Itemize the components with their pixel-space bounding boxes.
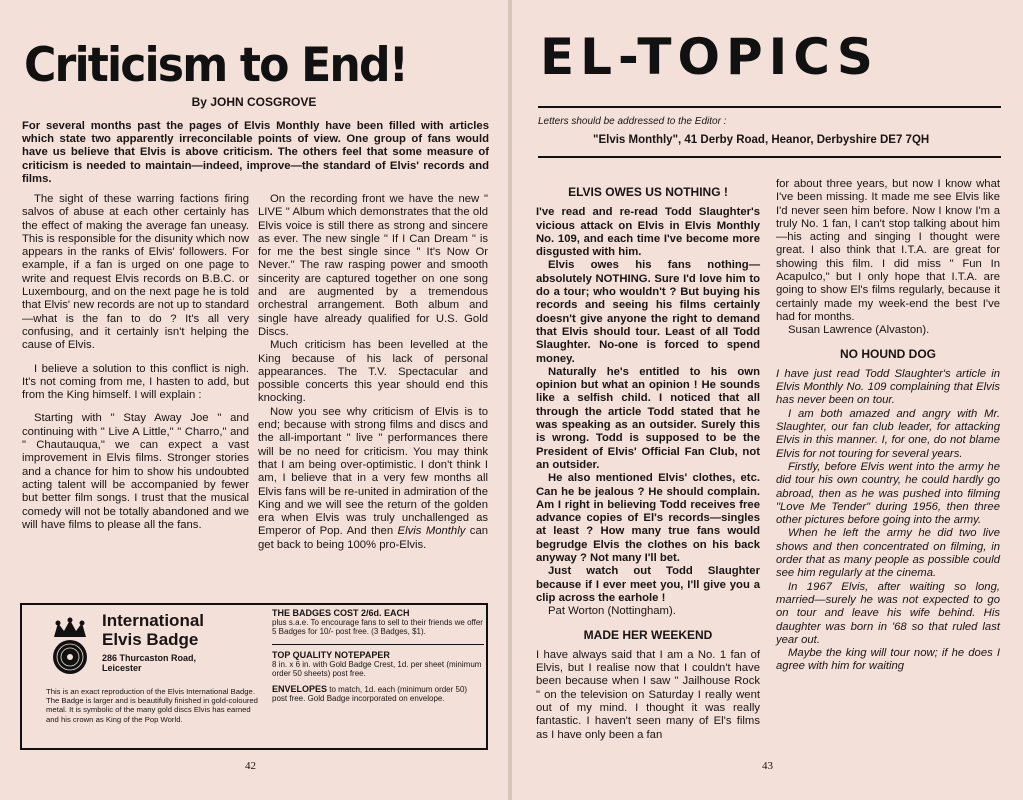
letter-signature: Pat Worton (Nottingham).	[548, 605, 676, 618]
left-page	[0, 0, 508, 800]
letter-paragraph: Just watch out Todd Slaughter because if I ever meet you, I'll give you a clip across the earhole !	[536, 565, 760, 604]
letters-column-1	[536, 186, 760, 742]
ad-address: 286 Thurcaston Road, Leicester	[102, 653, 197, 673]
ad-notepaper-offer: TOP QUALITY NOTEPAPER 8 in. x 6 in. with Gold Badge Crest, 1d. per sheet (minimum order 50 sheets) post free.	[272, 649, 482, 679]
letter-heading: ELVIS OWES US NOTHING !	[568, 185, 728, 199]
letter-paragraph: Maybe the king will tour now; if he does I agree with him for waiting	[776, 647, 1000, 673]
article-column-1	[22, 193, 249, 542]
article-paragraph: Starting with " Stay Away Joe " and continuing with " Live A Little," " Charro," and " Chautauqua," we can expect a vast improvement in Elvis films. Stronger stories and a chance for him to show his undoubted acting talent will be accompanied by fewer but better film songs. I trust that the musical comedy will not be totally abandoned and we will have films to please all the fans.	[22, 412, 249, 531]
letter-heading: NO HOUND DOG	[840, 346, 936, 361]
article-paragraph: The sight of these warring factions firing salvos of abuse at each other certainly has the effect of making the average fan uneasy. This is responsible for the disunity which now appears in the ranks of Elvis' followers. For example, if a fan is urged on one page to write and request Elvis records on B.B.C. or Luxembourg, and on the next page he is told that Elvis' new records are not up to standard—what is the fan to do ? It's all very confusing, and it certainly isn't helping the cause of Elvis.	[22, 193, 249, 352]
letter-paragraph: Naturally he's entitled to his own opinion but what an opinion ! He sounds like a selfish child. I noticed that all through the article Todd stated that he was speaking as an outsider. Surely this is wrong. Todd is supposed to be the President of Elvis' Official Fan Club, not an outsider.	[536, 365, 760, 471]
crown-record-icon	[48, 617, 92, 677]
letter-heading: MADE HER WEEKEND	[583, 627, 713, 642]
ad-badges-offer: THE BADGES COST 2/6d. EACH plus s.a.e. To encourage fans to sell to their friends we offer 5 Badges for 10/- post free. (3 Badges, $1).	[272, 608, 483, 637]
page-headline: EL-TOPICS	[540, 28, 879, 86]
letter-paragraph: I am both amazed and angry with Mr. Slaughter, our fan club leader, for attacking Elvis in this manner. I, for one, do not blame Elvis for not touring for several years.	[776, 407, 1000, 460]
ad-divider	[272, 644, 484, 645]
letter-body	[536, 206, 760, 605]
header-rule	[538, 156, 1001, 158]
letters-note: Letters should be addressed to the Editor :	[538, 116, 727, 127]
ad-envelopes-offer: ENVELOPES to match, 1d. each (minimum order 50) post free. Gold Badge incorporated on envelope.	[272, 684, 468, 704]
article-intro: For several months past the pages of Elvis Monthly have been filled with articles which state two apparently irreconcilable points of view. One group of fans would have us believe that Elvis is above criticism. The others feel that some measure of criticism is needed to maintain—indeed, improve—the standard of Elvis' records and films.	[22, 120, 489, 185]
header-rule	[538, 106, 1001, 108]
article-text: can get back to being 100% pro-Elvis.	[258, 525, 489, 551]
badge-advertisement	[20, 603, 488, 750]
letter-body	[776, 368, 1000, 674]
letter-paragraph: Elvis owes his fans nothing—absolutely NOTHING. Sure I'd love him to do a tour; who wouldn't ? But buying his records and seeing his films certainly doesn't give anyone the right to demand that Elvis should tour. Least of all Todd Slaughter. No-one is forced to spend money.	[536, 259, 760, 365]
right-page	[512, 0, 1023, 800]
letter-paragraph: Firstly, before Elvis went into the army he did tour his own country, he could hardly go abroad, then as he was pushed into filming "Love Me Tender" during 1956, then three other pictures before going into the army.	[776, 460, 1000, 527]
letter-signature: Susan Lawrence (Alvaston).	[788, 324, 930, 337]
ad-price-list	[272, 609, 484, 711]
article-paragraph: On the recording front we have the new " LIVE " Album which demonstrates that the old Elvis voice is still there as strong and sincere as ever. The new single " If I Can Dream " is for me the best single since " It's Now Or Never." The raw rasping power and smooth sincerity are captured together on one song and are augmented by a tremendous orchestral arrangement. Both album and single have already qualified for U.S. Gold Discs.	[258, 193, 488, 338]
ad-description: This is an exact reproduction of the Elvis International Badge. The Badge is larger and is beautifully finished in gold-coloured metal. It is symbolic of the many gold discs Elvis has earned and his crown as King of the Pop World.	[46, 687, 258, 724]
article-paragraph: I believe a solution to this conflict is nigh. It's not coming from me, I hasten to add, but from the King himself. I will explain :	[22, 362, 249, 402]
letter-paragraph: for about three years, but now I know what I've been missing. It made me see Elvis like I'd never seen him before. Now I know I'm a truly No. 1 fan, I can't stop talking about him—his acting and singing I thought were great. I also think that I.T.A. are great for showing this film. I did miss " Fun In Acapulco," but I only hope that I.T.A. are going to show El's films regularly, because it certainly made my week-end the best I've had for months.	[776, 178, 1000, 323]
editor-address: "Elvis Monthly", 41 Derby Road, Heanor, Derbyshire DE7 7QH	[593, 134, 930, 146]
article-column-2	[258, 193, 488, 552]
article-text: Now you see why criticism of Elvis is to end; because with strong films and discs and the all-important " live " performances there will be no need for criticism. You may think that I am being over-optimistic. I don't think I am, I believe that in a very few months all Elvis fans will be re-united in admiration of the King and we will see the return of the golden era when Elvis was truly unchallenged as Emperor of Pop. And then	[258, 405, 488, 538]
page-number: 42	[245, 760, 256, 772]
letter-paragraph: He also mentioned Elvis' clothes, etc. Can he be jealous ? He should complain. Am I right in believing Todd receives free advance copies of El's records—singles at least ? How many true fans would begrudge Elvis the clothes on his back anyway ? Not many I'll bet.	[536, 472, 760, 565]
letters-column-2	[776, 178, 1000, 674]
article-paragraph: Much criticism has been levelled at the King because of his lack of personal appearances. The T.V. Spectacular and possible concerts this year should end this knocking.	[258, 339, 488, 405]
ad-title: International Elvis Badge	[102, 611, 205, 649]
letter-paragraph: I have just read Todd Slaughter's article in Elvis Monthly No. 109 complaining that Elvis has never been on tour.	[776, 367, 1000, 407]
letter-paragraph: I have always said that I am a No. 1 fan of Elvis, but I realise now that I couldn't have been because when I saw " Jailhouse Rock " on the television on Saturday I really went out of my mind. I thought it was really fantastic. I haven't seen many of El's films as I have only been a fan	[536, 648, 760, 741]
byline: By JOHN COSGROVE	[191, 95, 317, 109]
page-headline: Criticism to End!	[24, 38, 407, 93]
magazine-name: Elvis Monthly	[397, 525, 466, 538]
letter-paragraph: When he left the army he did two live shows and then concentrated on filming, in order that as many people as possible could see him regularly at the cinema.	[776, 527, 1000, 580]
letter-paragraph: In 1967 Elvis, after waiting so long, married—surely he was not expected to go on tour and leave his wife behind. His daughter was born in '68 so that ruled last year out.	[776, 580, 1000, 646]
letter-paragraph: I've read and re-read Todd Slaughter's vicious attack on Elvis in Elvis Monthly No. 109, and each time I've become more disgusted with him.	[536, 206, 760, 259]
article-paragraph	[258, 406, 488, 552]
page-number: 43	[762, 760, 773, 772]
